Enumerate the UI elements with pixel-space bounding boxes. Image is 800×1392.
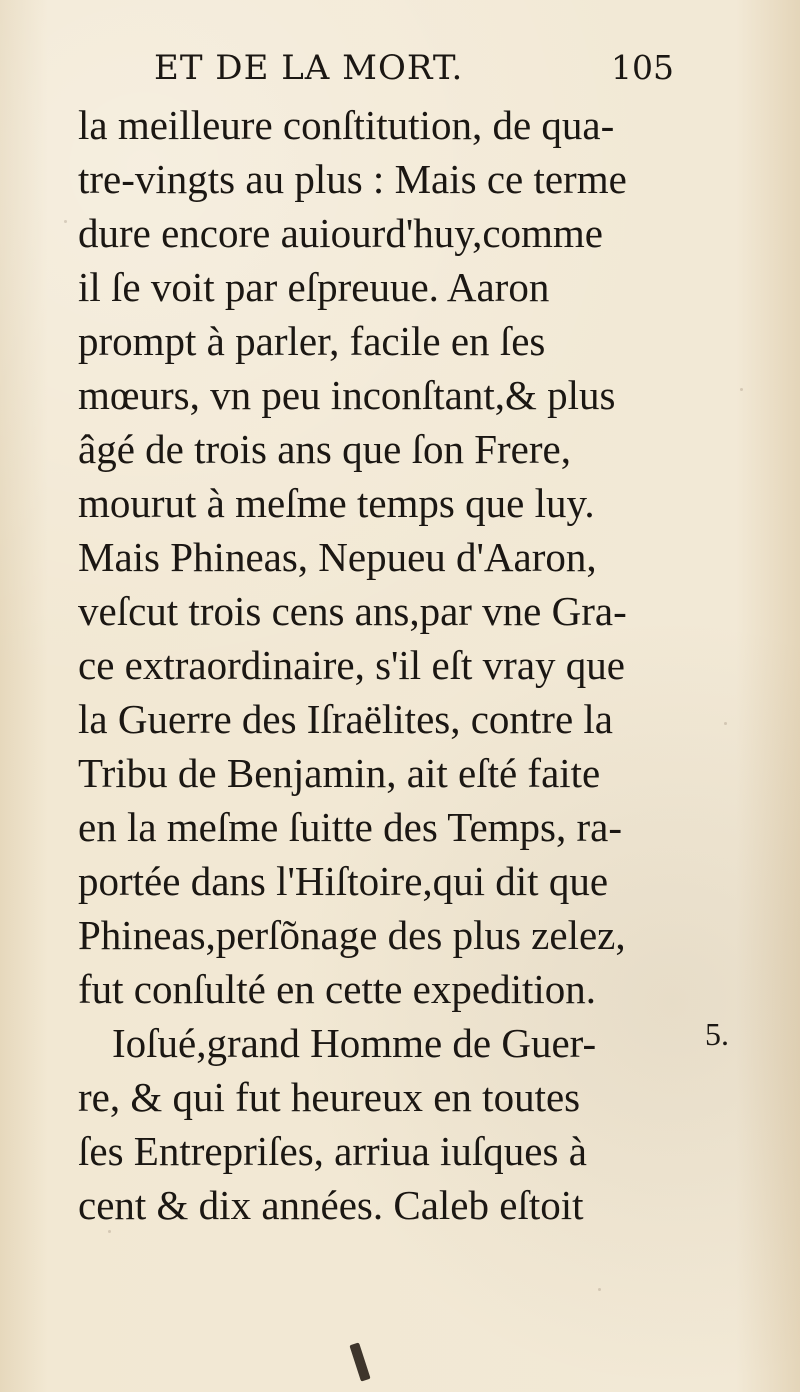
marginal-note: 5.	[705, 1016, 729, 1052]
ink-stroke	[349, 1342, 370, 1381]
text-line: fut conſulté en cette expedition.	[78, 966, 597, 1012]
text-line: Ioſué,grand Homme de Guer-	[112, 1020, 597, 1066]
paper-speck	[64, 220, 67, 223]
text-line: tre-vingts au plus : Mais ce terme	[78, 156, 627, 202]
text-line: il ſe voit par eſpreuue. Aaron	[78, 264, 550, 310]
text-line: cent & dix années. Caleb eſtoit	[78, 1182, 584, 1228]
text-line: dure encore auiourd'huy,comme	[78, 210, 603, 256]
text-line: Mais Phineas, Nepueu d'Aaron,	[78, 534, 597, 580]
page-header	[154, 48, 674, 98]
text-line: Tribu de Benjamin, ait eſté faite	[78, 750, 601, 796]
text-line: mœurs, vn peu inconſtant,& plus	[78, 372, 616, 418]
text-line: mourut à meſme temps que luy.	[78, 480, 595, 526]
paper-speck	[598, 1288, 601, 1291]
text-line: Phineas,perſõnage des plus zelez,	[78, 912, 626, 958]
text-line: âgé de trois ans que ſon Frere,	[78, 426, 571, 472]
text-line: ce extraordinaire, s'il eſt vray que	[78, 642, 625, 688]
main-text	[78, 98, 678, 1232]
paper-speck	[740, 388, 743, 391]
running-title: ET DE LA MORT.	[154, 48, 464, 88]
text-line: re, & qui fut heureux en toutes	[78, 1074, 581, 1120]
text-line: la Guerre des Iſraëlites, contre la	[78, 696, 614, 742]
text-line: veſcut trois cens ans,par vne Gra-	[78, 588, 627, 634]
text-line: ſes Entrepriſes, arriua iuſques à	[78, 1128, 587, 1174]
paper-speck	[724, 722, 727, 725]
text-line: en la meſme ſuitte des Temps, ra-	[78, 804, 623, 850]
text-line: portée dans l'Hiſtoire,qui dit que	[78, 858, 609, 904]
text-line: la meilleure conſtitution, de qua-	[78, 102, 615, 148]
page-number: 105	[611, 48, 674, 87]
text-line: prompt à parler, facile en ſes	[78, 318, 546, 364]
